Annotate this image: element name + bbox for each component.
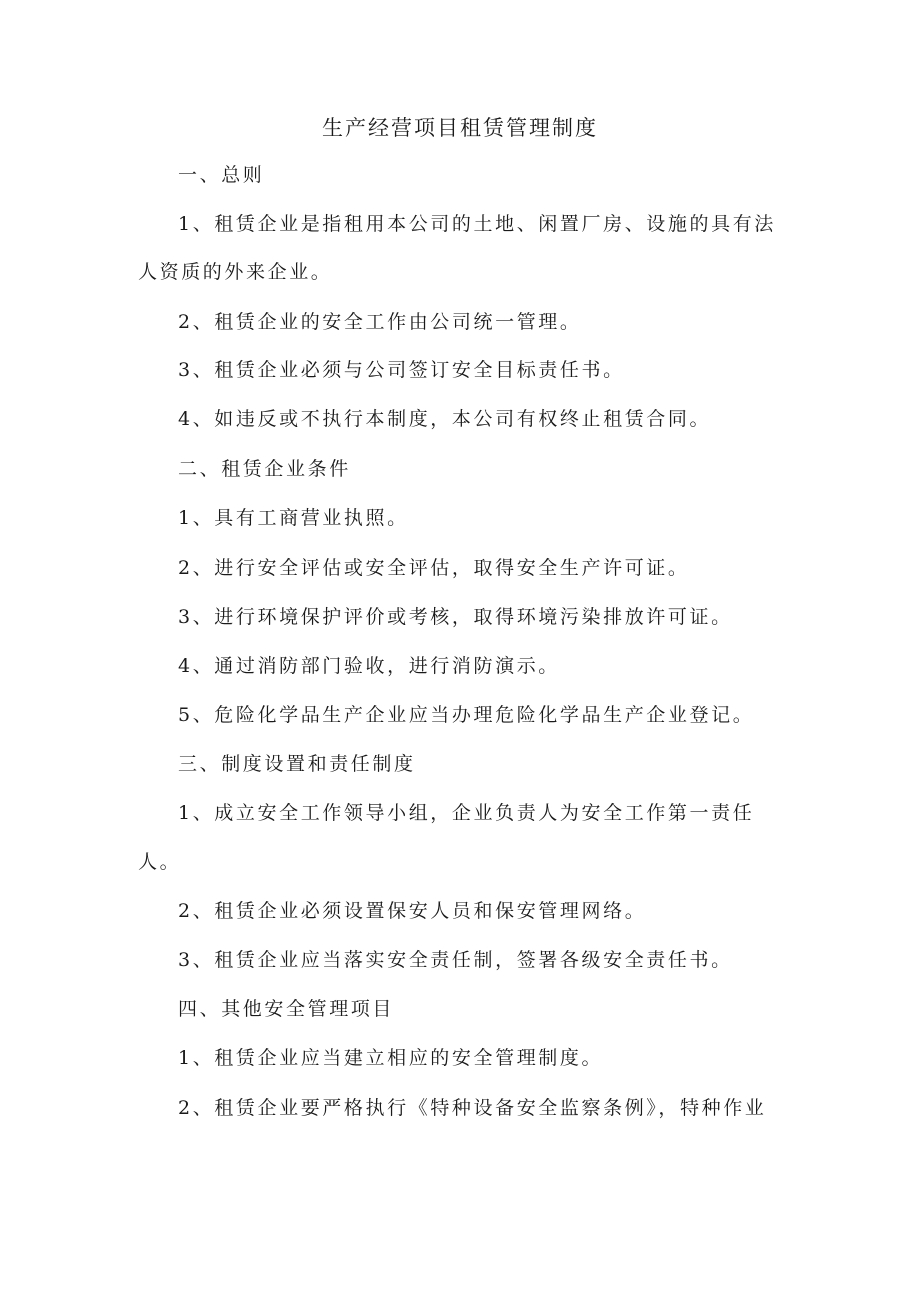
paragraph-line: 3、进行环境保护评价或考核，取得环境污染排放许可证。 — [178, 606, 733, 628]
paragraph-line: 2、租赁企业必须设置保安人员和保安管理网络。 — [178, 900, 647, 922]
paragraph-line: 1、成立安全工作领导小组，企业负责人为安全工作第一责任 — [178, 802, 755, 824]
paragraph-line: 1、具有工商营业执照。 — [178, 507, 409, 529]
section-heading: 二、租赁企业条件 — [178, 458, 351, 480]
section-heading: 三、制度设置和责任制度 — [178, 753, 416, 775]
paragraph-line: 3、租赁企业必须与公司签订安全目标责任书。 — [178, 359, 625, 381]
paragraph-continuation: 人资质的外来企业。 — [138, 261, 333, 283]
paragraph-line: 2、租赁企业要严格执行《特种设备安全监察条例》，特种作业 — [178, 1097, 767, 1119]
section-heading: 一、总则 — [178, 164, 265, 186]
paragraph-line: 4、如违反或不执行本制度，本公司有权终止租赁合同。 — [178, 408, 712, 430]
paragraph-line: 1、租赁企业是指租用本公司的土地、闲置厂房、设施的具有法 — [178, 213, 776, 235]
section-heading: 四、其他安全管理项目 — [178, 998, 395, 1020]
paragraph-line: 1、租赁企业应当建立相应的安全管理制度。 — [178, 1047, 604, 1069]
paragraph-line: 2、租赁企业的安全工作由公司统一管理。 — [178, 311, 582, 333]
paragraph-line: 4、通过消防部门验收，进行消防演示。 — [178, 655, 560, 677]
paragraph-line: 3、租赁企业应当落实安全责任制，签署各级安全责任书。 — [178, 949, 733, 971]
document-title: 生产经营项目租赁管理制度 — [322, 116, 598, 140]
paragraph-line: 5、危险化学品生产企业应当办理危险化学品生产企业登记。 — [178, 704, 755, 726]
paragraph-continuation: 人。 — [138, 851, 182, 873]
paragraph-line: 2、进行安全评估或安全评估，取得安全生产许可证。 — [178, 557, 690, 579]
